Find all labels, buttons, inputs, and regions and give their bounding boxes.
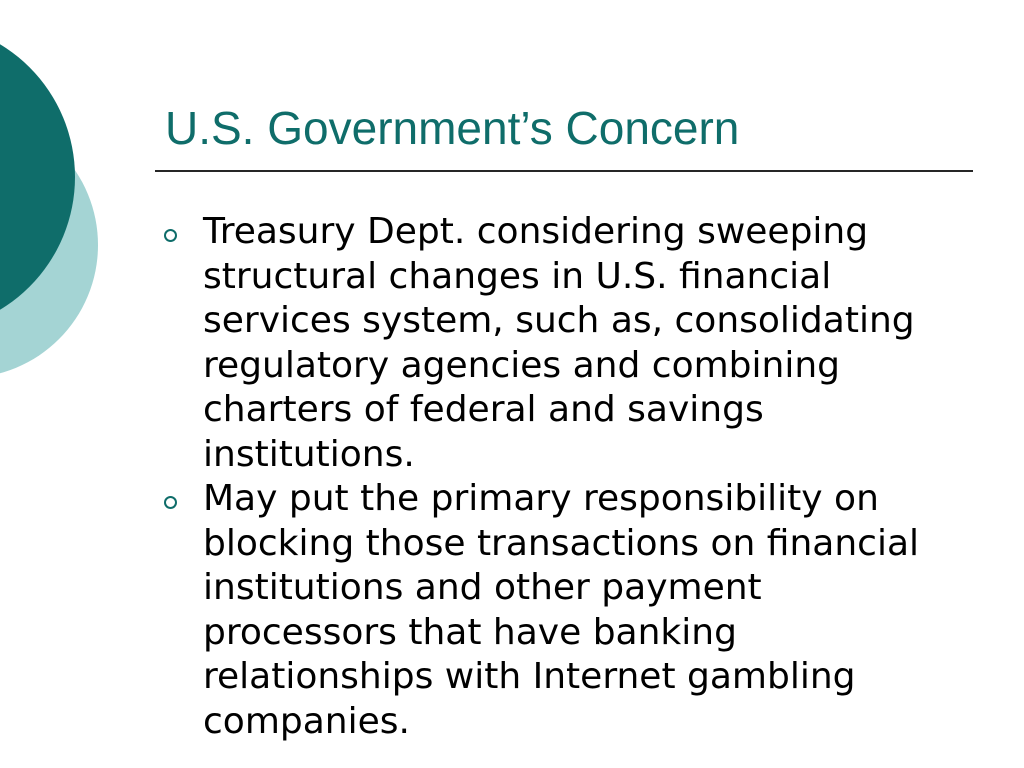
decorative-circles (0, 0, 120, 420)
bullet-text: May put the primary responsibility on blocking those transactions on financial institutions and other payment processors that have banking relationships with Internet gambling companies. (203, 478, 920, 742)
title-divider (155, 170, 973, 172)
slide-title: U.S. Government’s Concern (165, 102, 740, 154)
bullet-text: Treasury Dept. considering sweeping structural changes in U.S. financial services system, such as, consolidating regulatory agencies and combining charters of federal and savings institutions. (203, 211, 915, 475)
bullet-item (160, 477, 960, 744)
bullet-list (160, 210, 960, 744)
bullet-item (160, 210, 960, 477)
hollow-circle-bullet-icon (164, 496, 177, 509)
hollow-circle-bullet-icon (164, 229, 177, 242)
